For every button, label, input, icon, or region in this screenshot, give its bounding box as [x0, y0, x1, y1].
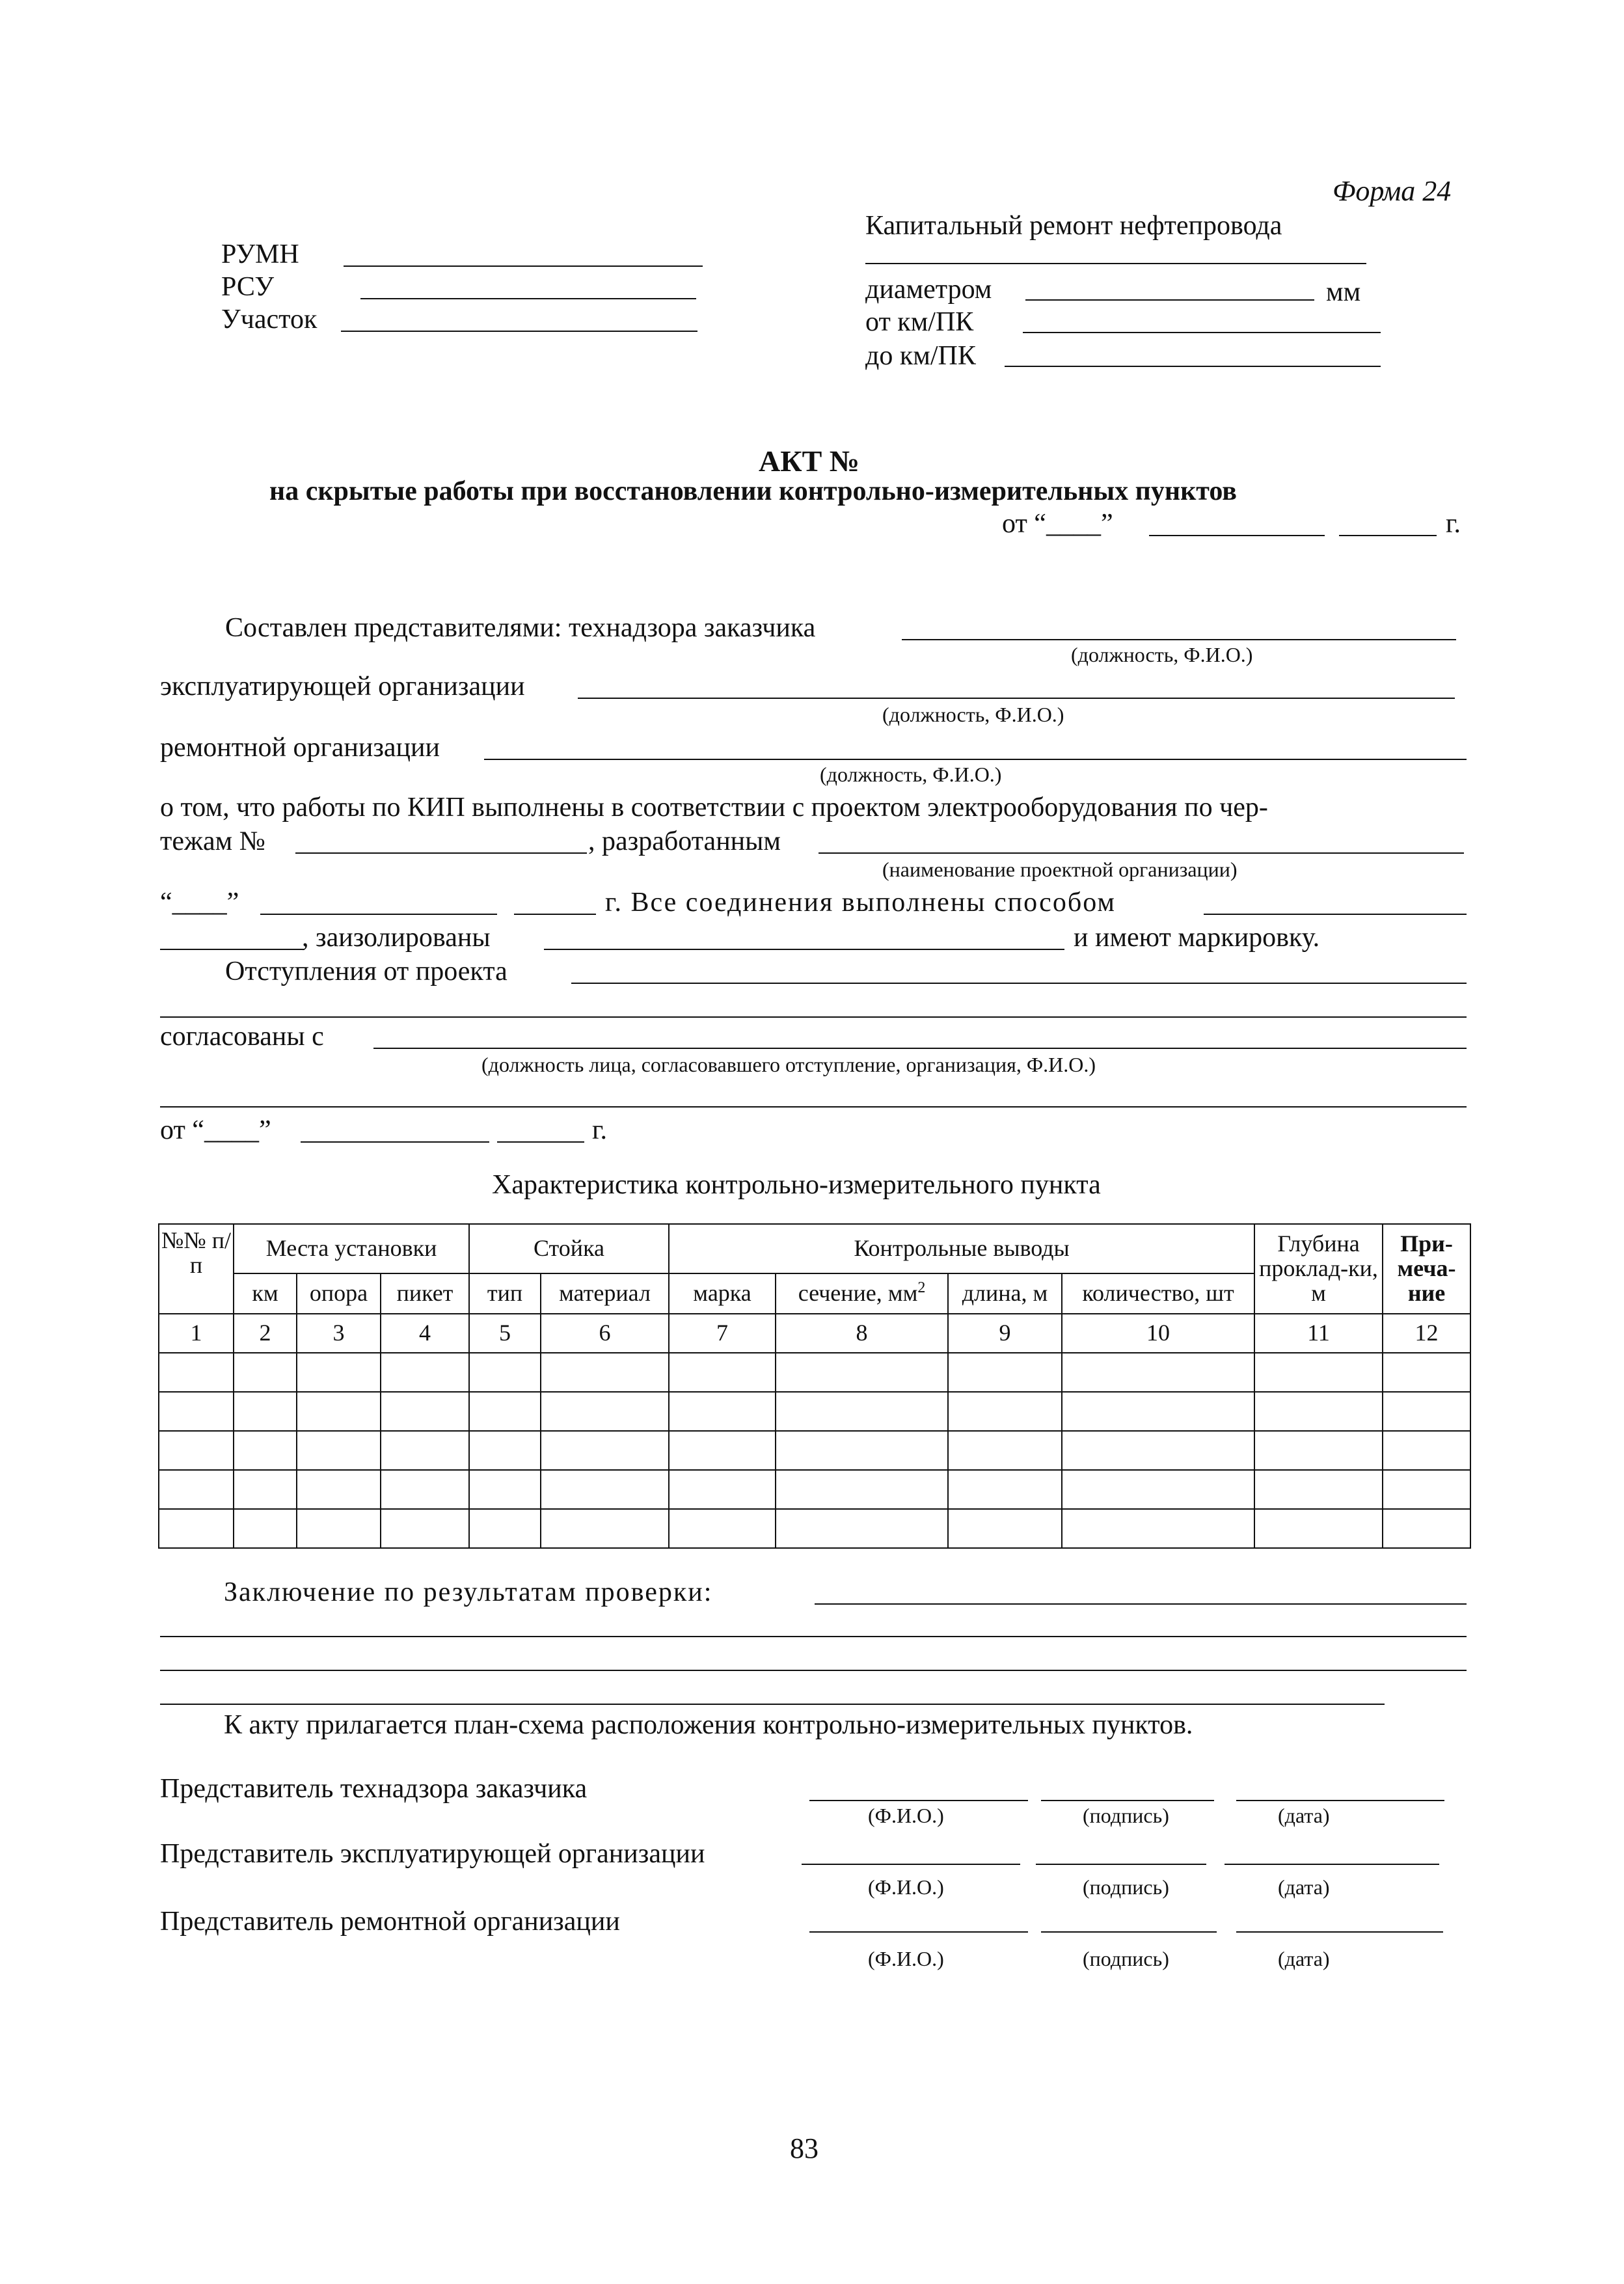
subheader-km: км: [234, 1273, 297, 1314]
rsu-line: [360, 298, 696, 299]
form-label: Форма 24: [1333, 175, 1452, 207]
subheader-support: опора: [297, 1273, 381, 1314]
composed-label: Составлен представителями: технадзора заказчика: [225, 613, 816, 643]
about-line-2b: , разработанным: [588, 826, 781, 856]
header-note: При-меча-ние: [1383, 1224, 1470, 1314]
from-km-line: [1023, 332, 1381, 333]
subheader-section-sup: 2: [917, 1279, 926, 1297]
from-km-label: от км/ПК: [865, 307, 974, 337]
col-number: 12: [1383, 1314, 1470, 1353]
rep-customer-date-caption: (дата): [1278, 1804, 1330, 1827]
deviations-label: Отступления от проекта: [225, 957, 508, 986]
rumn-label: РУМН: [221, 239, 299, 269]
rep-repair-label: Представитель ремонтной организации: [160, 1907, 620, 1937]
col-number: 1: [159, 1314, 234, 1353]
rep-repair-sign-caption: (подпись): [1083, 1947, 1169, 1970]
conclusion-line-2: [160, 1636, 1467, 1637]
operating-org-label: эксплуатирующей организации: [160, 672, 525, 701]
header-place: Места установки: [234, 1224, 469, 1273]
subheader-picket: пикет: [381, 1273, 469, 1314]
col-number: 8: [776, 1314, 948, 1353]
design-org-caption: (наименование проектной организации): [882, 858, 1238, 881]
rep-customer-fio-caption: (Ф.И.О.): [868, 1804, 944, 1827]
insulated-line: [544, 949, 1064, 950]
act-subtitle: на скрытые работы при восстановлении контрольно-измерительных пунктов: [269, 476, 1237, 506]
subheader-brand: марка: [669, 1273, 776, 1314]
attached-note: К акту прилагается план-схема расположения контрольно-измерительных пунктов.: [224, 1710, 1193, 1740]
table-caption: Характеристика контрольно-измерительного пункта: [492, 1170, 1101, 1200]
subheader-type: тип: [469, 1273, 541, 1314]
diameter-line: [1025, 299, 1314, 301]
to-km-line: [1005, 366, 1381, 367]
rep-customer-label: Представитель технадзора заказчика: [160, 1774, 588, 1804]
deviations-line-2: [160, 1016, 1467, 1018]
mm-label: мм: [1326, 277, 1361, 307]
table-row: [159, 1353, 1470, 1392]
composed-line: [902, 639, 1456, 640]
rep-repair-fio-caption: (Ф.И.О.): [868, 1947, 944, 1970]
rep-operator-date-caption: (дата): [1278, 1875, 1330, 1899]
agreed-date-year-line: [497, 1141, 584, 1143]
col-number: 2: [234, 1314, 297, 1353]
conclusion-label: Заключение по результатам проверки:: [224, 1577, 713, 1607]
conclusion-line-3: [160, 1670, 1467, 1671]
rumn-line: [344, 265, 703, 267]
rep-repair-date-caption: (дата): [1278, 1947, 1330, 1970]
operating-org-line: [578, 698, 1455, 699]
rep-operator-fio-caption: (Ф.И.О.): [868, 1875, 944, 1899]
header-num: №№ п/п: [159, 1224, 234, 1314]
uchastok-label: Участок: [221, 305, 318, 334]
diameter-label: диаметром: [865, 275, 992, 305]
date-year-line: [514, 914, 596, 915]
col-number: 7: [669, 1314, 776, 1353]
col-number: 4: [381, 1314, 469, 1353]
table-row: [159, 1509, 1470, 1548]
rep-customer-date-line: [1236, 1800, 1444, 1801]
act-date-year-line: [1339, 535, 1437, 536]
rep-customer-sign-caption: (подпись): [1083, 1804, 1169, 1827]
subheader-section: [776, 1273, 948, 1314]
subheader-material: материал: [541, 1273, 669, 1314]
agreed-with-label: согласованы с: [160, 1022, 324, 1052]
agreed-caption: (должность лица, согласовавшего отступление, организация, Ф.И.О.): [481, 1053, 1096, 1076]
rsu-label: РСУ: [221, 272, 275, 302]
connections-label: г. Все соединения выполнены способом: [605, 888, 1116, 918]
composed-caption: (должность, Ф.И.О.): [1071, 643, 1253, 666]
repair-org-line: [484, 759, 1467, 760]
agreed-with-line: [373, 1048, 1467, 1049]
header-depth: Глубина проклад-ки, м: [1254, 1224, 1383, 1314]
rep-customer-sign-line: [1041, 1800, 1214, 1801]
subheader-count: количество, шт: [1062, 1273, 1254, 1314]
deviations-line: [571, 983, 1467, 984]
date-month-line: [260, 914, 497, 915]
rep-operator-label: Представитель эксплуатирующей организации: [160, 1839, 705, 1869]
header-stand: Стойка: [469, 1224, 669, 1273]
drawings-number-line: [295, 852, 587, 854]
connections-cont-line: [160, 949, 304, 950]
conclusion-line-1: [815, 1603, 1467, 1605]
agreed-line-2: [160, 1106, 1467, 1108]
act-date-year: г.: [1446, 509, 1461, 539]
rep-repair-sign-line: [1041, 1931, 1217, 1933]
uchastok-line: [341, 331, 697, 332]
about-line-2a: тежам №: [160, 826, 265, 856]
act-title: АКТ №: [759, 444, 859, 478]
table-row: [159, 1470, 1470, 1509]
rep-operator-fio-line: [802, 1864, 1020, 1865]
col-number: 10: [1062, 1314, 1254, 1353]
rep-customer-fio-line: [809, 1800, 1028, 1801]
table-row: [159, 1392, 1470, 1431]
page-number: 83: [790, 2132, 819, 2164]
date-quote: “____”: [160, 888, 239, 918]
header-outputs: Контрольные выводы: [669, 1224, 1254, 1273]
connections-line: [1204, 914, 1467, 915]
repair-label: Капитальный ремонт нефтепровода: [865, 211, 1282, 241]
agreed-date-year: г.: [592, 1115, 607, 1145]
rep-repair-fio-line: [809, 1931, 1028, 1933]
conclusion-line-4: [160, 1704, 1385, 1705]
kip-table: [158, 1223, 1471, 1549]
insulated-label: , заизолированы: [302, 923, 491, 953]
col-number: 6: [541, 1314, 669, 1353]
to-km-label: до км/ПК: [865, 341, 976, 371]
subheader-section-text: сечение, мм: [798, 1280, 918, 1307]
about-line-1: о том, что работы по КИП выполнены в соответствии с проектом электрооборудования по чер-: [160, 793, 1268, 823]
rep-operator-date-line: [1225, 1864, 1439, 1865]
col-number: 5: [469, 1314, 541, 1353]
col-number: 3: [297, 1314, 381, 1353]
design-org-line: [819, 852, 1464, 854]
rep-operator-sign-caption: (подпись): [1083, 1875, 1169, 1899]
repair-org-caption: (должность, Ф.И.О.): [820, 763, 1002, 786]
repair-org-label: ремонтной организации: [160, 733, 440, 763]
operating-org-caption: (должность, Ф.И.О.): [882, 703, 1064, 726]
subheader-length: длина, м: [948, 1273, 1062, 1314]
col-number: 11: [1254, 1314, 1383, 1353]
agreed-date-from: от “____”: [160, 1115, 271, 1145]
rep-operator-sign-line: [1036, 1864, 1206, 1865]
agreed-date-month-line: [301, 1141, 489, 1143]
repair-line: [865, 263, 1366, 264]
table-row: [159, 1431, 1470, 1470]
rep-repair-date-line: [1236, 1931, 1443, 1933]
marked-label: и имеют маркировку.: [1074, 923, 1320, 953]
act-date-month-line: [1149, 535, 1325, 536]
act-date-from: от “____”: [1002, 509, 1113, 539]
col-number: 9: [948, 1314, 1062, 1353]
